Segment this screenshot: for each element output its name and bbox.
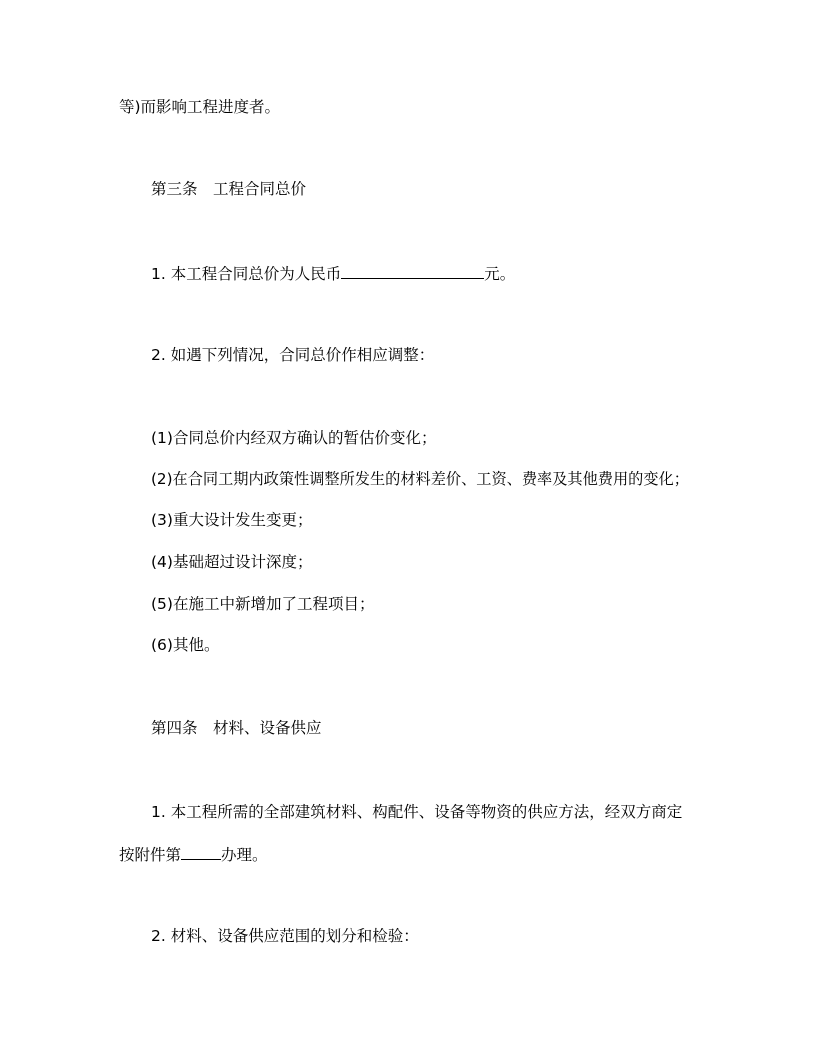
- article-3-title: [151, 178, 306, 200]
- sub-item-2: [151, 468, 689, 490]
- sub-item-1-text: (1)合同总价内经双方确认的暂估价变化；: [151, 429, 437, 447]
- sub-item-4: [151, 551, 312, 573]
- article-3-item-2-text: 2. 如遇下列情况，合同总价作相应调整：: [151, 346, 435, 364]
- article-3-item-1-prefix: 1. 本工程合同总价为人民币: [151, 265, 342, 283]
- article-4-item-1-line-1: [151, 801, 682, 823]
- article-4-item-2: [151, 925, 419, 947]
- sub-item-5: [151, 593, 374, 615]
- continuation-text: [119, 96, 280, 118]
- article-4-item-2-text: 2. 材料、设备供应范围的划分和检验：: [151, 927, 419, 945]
- article-3-item-2: [151, 344, 434, 366]
- continuation-text-content: 等)而影响工程进度者。: [119, 98, 281, 116]
- sub-item-5-text: (5)在施工中新增加了工程项目；: [151, 595, 375, 613]
- sub-item-3-text: (3)重大设计发生变更；: [151, 511, 313, 529]
- sub-item-6-text: (6)其他。: [151, 636, 220, 654]
- sub-item-3: [151, 509, 312, 531]
- sub-item-1: [151, 427, 436, 449]
- article-4-title: [151, 717, 322, 739]
- article-4-item-1-line-2-prefix: 按附件第: [119, 846, 182, 864]
- article-4-title-text: 第四条 材料、设备供应: [151, 719, 322, 737]
- amount-blank[interactable]: [341, 262, 484, 279]
- sub-item-2-text: (2)在合同工期内政策性调整所发生的材料差价、工资、费率及其他费用的变化；: [151, 470, 689, 488]
- article-3-item-1: [151, 262, 515, 285]
- article-3-title-text: 第三条 工程合同总价: [151, 180, 307, 198]
- sub-item-4-text: (4)基础超过设计深度；: [151, 553, 313, 571]
- article-4-item-1-line-2: [119, 843, 268, 866]
- article-4-item-1-line-2-suffix: 办理。: [221, 846, 268, 864]
- sub-item-6: [151, 634, 219, 656]
- attachment-number-blank[interactable]: [181, 843, 221, 860]
- article-3-item-1-suffix: 元。: [484, 265, 516, 283]
- article-4-item-1-line-1-text: 1. 本工程所需的全部建筑材料、构配件、设备等物资的供应方法，经双方商定: [151, 803, 683, 821]
